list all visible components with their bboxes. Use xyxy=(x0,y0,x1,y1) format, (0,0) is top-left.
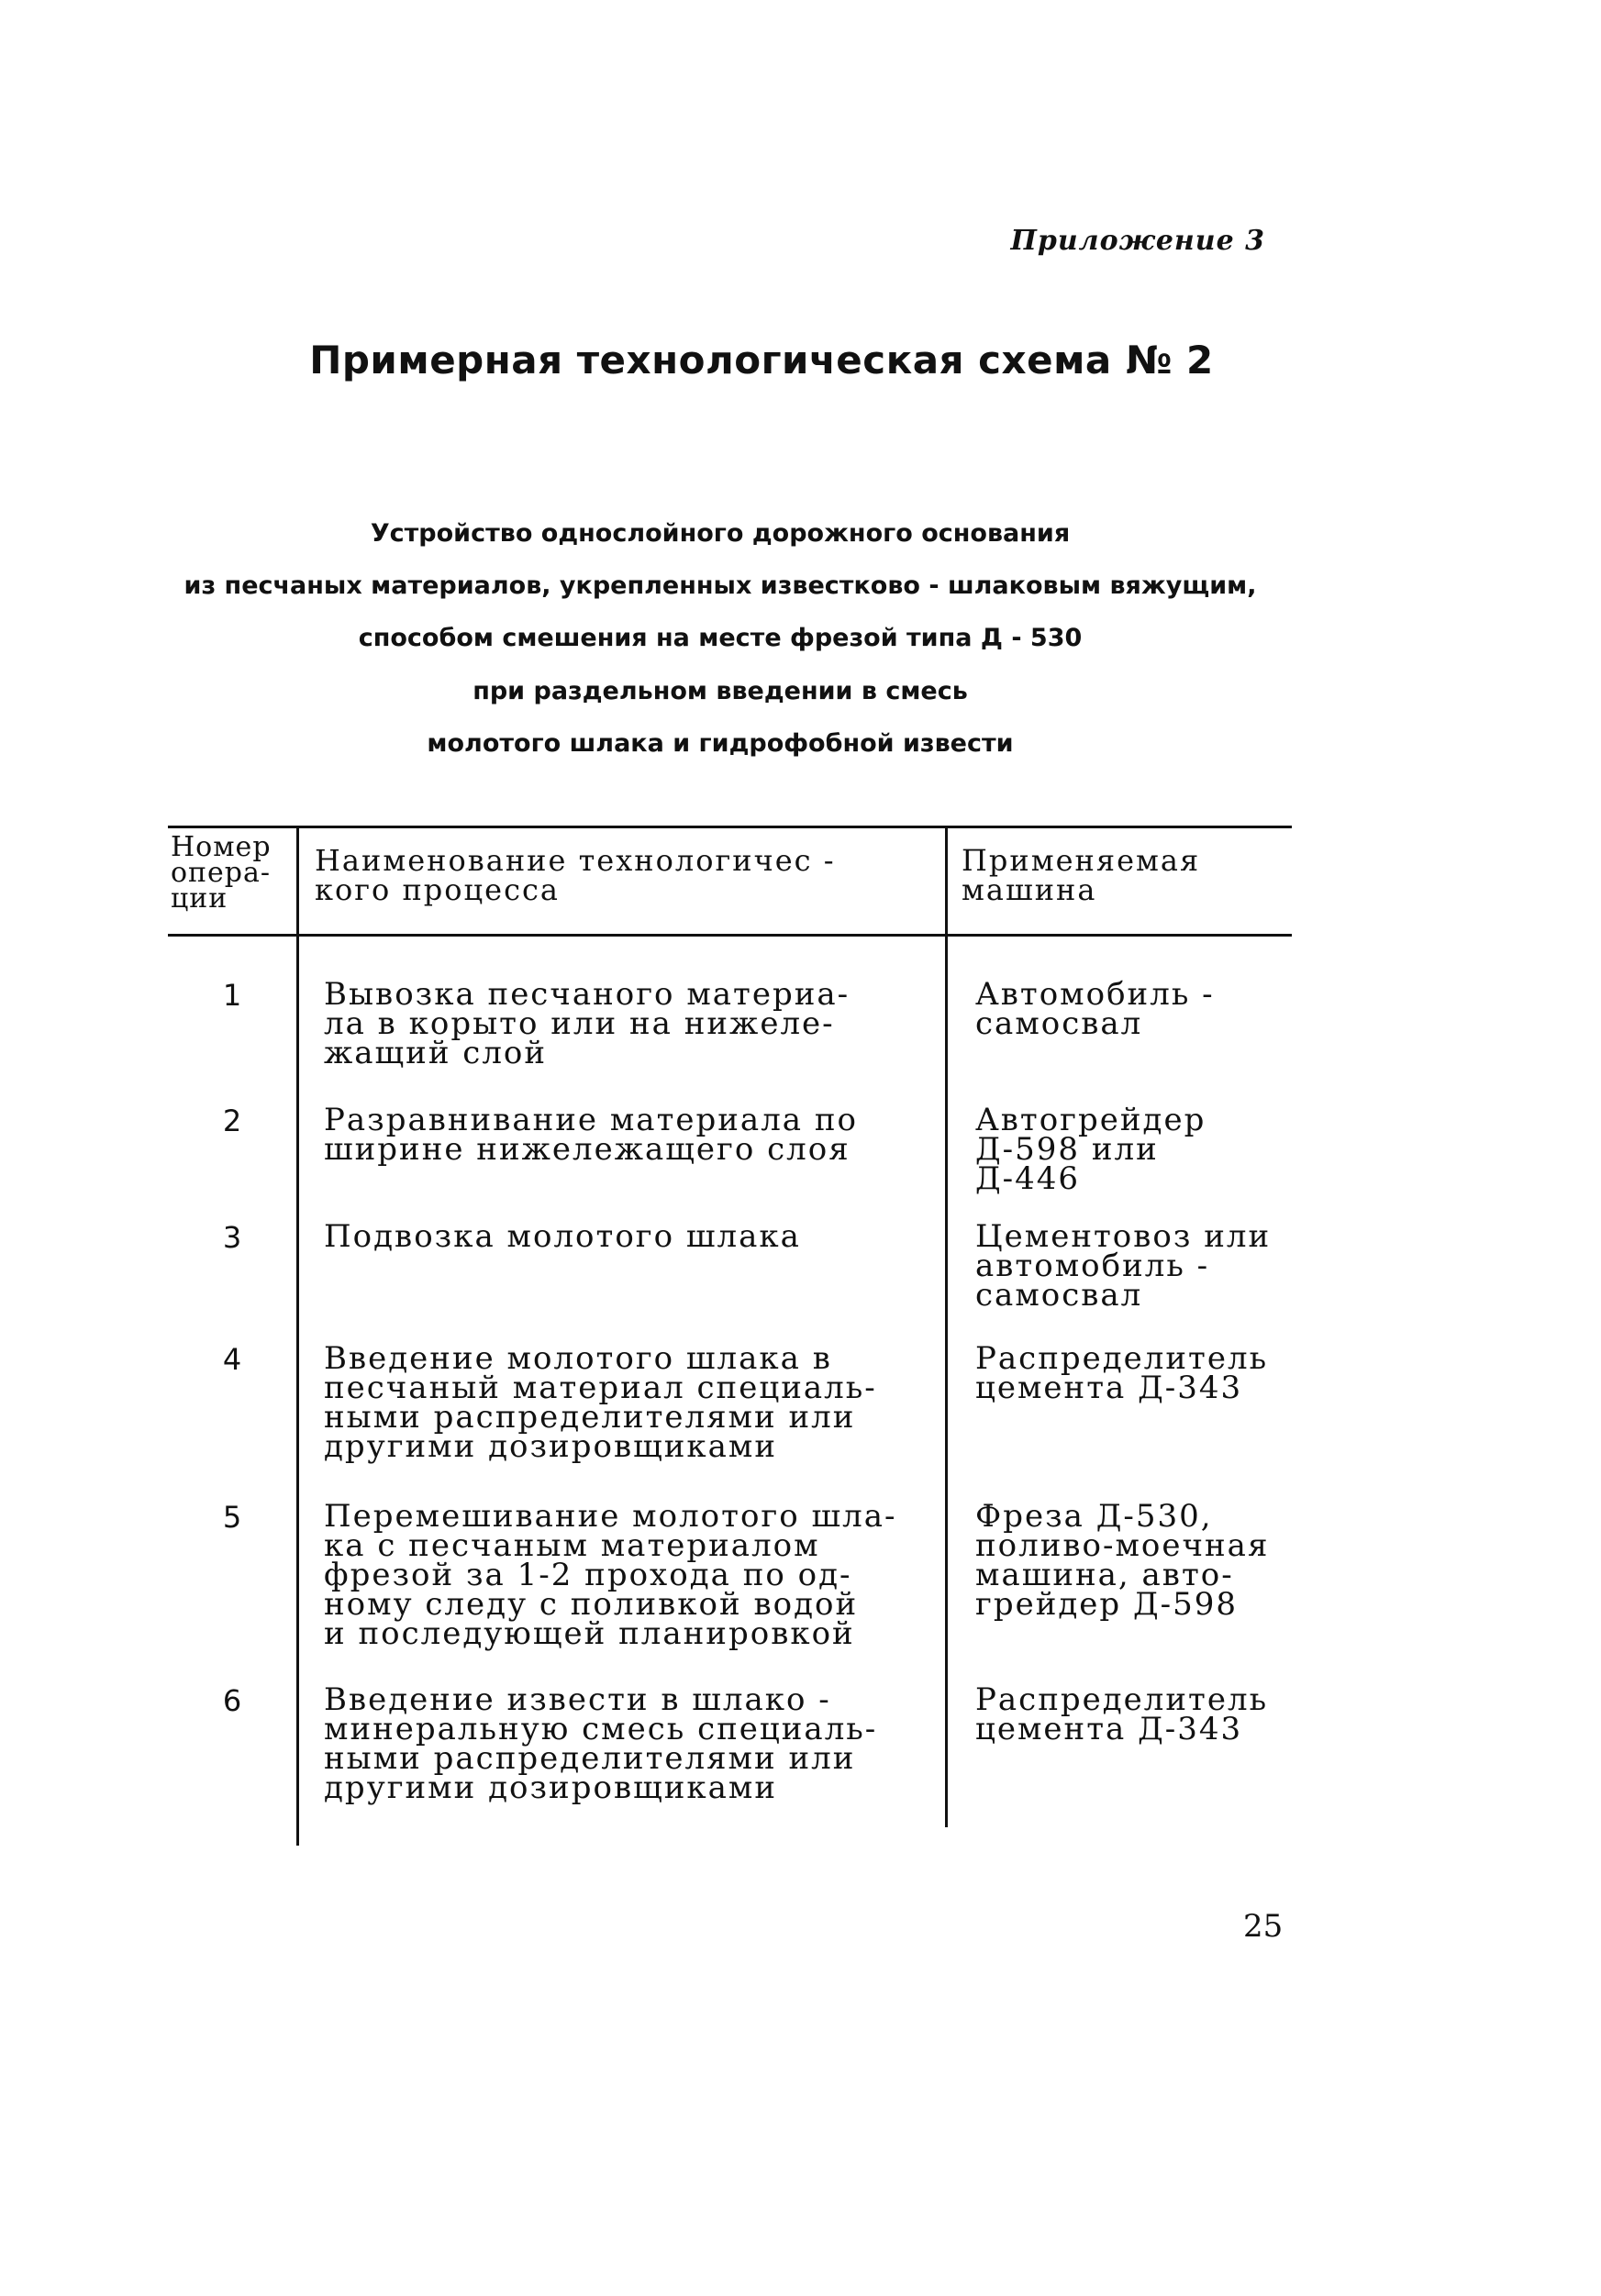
row-number: 5 xyxy=(222,1500,242,1535)
row-process: Подвозка молотого шлака xyxy=(324,1218,801,1255)
column-divider xyxy=(945,827,948,1827)
subtitle-line: из песчаных материалов, укрепленных известково - шлаковым вяжущим, xyxy=(183,571,1257,601)
row-machine: Фреза Д-530, поливо-моечная машина, авто- грейдер Д-598 xyxy=(975,1498,1270,1623)
row-process: Перемешивание молотого шла- ка с песчаным материалом фрезой за 1-2 прохода по од- ному следу с поливкой водой и последующей планировкой xyxy=(324,1498,897,1652)
row-machine: Автомобиль - самосвал xyxy=(975,976,1215,1042)
row-process: Введение молотого шлака в песчаный материал специаль- ными распределителями или другими дозировщиками xyxy=(324,1340,877,1465)
subtitle-line: Устройство однослойного дорожного основания xyxy=(370,519,1071,548)
row-machine: Распределитель цемента Д-343 xyxy=(975,1340,1269,1406)
row-number: 6 xyxy=(222,1683,242,1718)
subtitle-line: способом смешения на месте фрезой типа Д - 530 xyxy=(358,624,1083,653)
row-machine: Цементовоз или автомобиль - самосвал xyxy=(975,1218,1272,1314)
header-machine: Применяемая машина xyxy=(962,843,1201,907)
row-number: 2 xyxy=(222,1104,242,1138)
row-process: Вывозка песчаного материа- ла в корыто или на нижеле- жащий слой xyxy=(324,976,851,1071)
row-process: Разравнивание материала по ширине нижележащего слоя xyxy=(324,1102,859,1168)
row-process: Введение извести в шлако - минеральную смесь специаль- ными распределителями или другими дозировщиками xyxy=(324,1681,878,1806)
header-number: Номер опера- ции xyxy=(171,831,272,915)
table-header-rule xyxy=(168,934,1292,937)
operations-table xyxy=(168,826,1292,1848)
table-top-rule xyxy=(168,826,1292,828)
column-divider xyxy=(296,827,299,1846)
row-number: 1 xyxy=(222,978,242,1013)
appendix-label: Приложение 3 xyxy=(1010,225,1265,257)
row-number: 4 xyxy=(222,1342,242,1377)
page-number: 25 xyxy=(1243,1908,1284,1945)
subtitle-block xyxy=(174,514,1266,776)
row-machine: Распределитель цемента Д-343 xyxy=(975,1681,1269,1747)
header-process: Наименование технологичес - кого процесса xyxy=(315,843,836,907)
page-title: Примерная технологическая схема № 2 xyxy=(309,338,1214,383)
subtitle-line: при раздельном введении в смесь xyxy=(473,676,968,705)
row-machine: Автогрейдер Д-598 или Д-446 xyxy=(975,1102,1206,1197)
subtitle-line: молотого шлака и гидрофобной извести xyxy=(427,728,1014,758)
row-number: 3 xyxy=(222,1220,242,1255)
